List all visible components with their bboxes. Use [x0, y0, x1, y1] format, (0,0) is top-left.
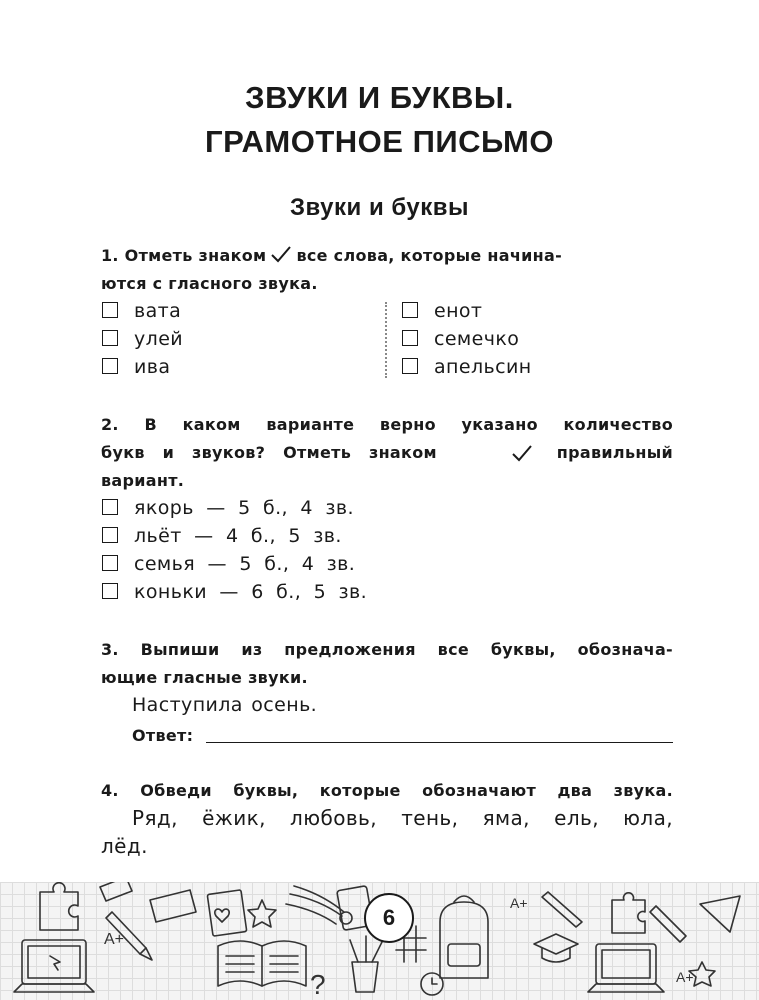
backpack-icon: [440, 896, 488, 978]
checkbox[interactable]: [102, 358, 118, 374]
ruler-icon: [100, 882, 132, 901]
task2-option-2[interactable]: льёт — 4 б., 5 зв.: [102, 522, 342, 550]
task3-prompt-line1: 3. Выпиши из предложения все буквы, обознача-: [101, 640, 673, 659]
page-title-line-1: ЗВУКИ И БУКВЫ.: [245, 80, 514, 115]
pen-icon: [542, 892, 582, 927]
task1-prompt: [101, 242, 673, 270]
task2-prompt-line1: 2. В каком варианте верно указано количество: [101, 415, 673, 434]
checkmark-icon: [511, 444, 533, 462]
checkbox[interactable]: [402, 302, 418, 318]
scroll-icon: [150, 890, 196, 922]
task4-words-line1: Ряд, ёжик, любовь, тень, яма, ель, юла,: [132, 806, 673, 830]
task3-sentence: Наступила осень.: [132, 694, 318, 716]
task4-prompt: 4. Обведи буквы, которые обозначают два звука.: [101, 781, 673, 800]
task2-prompt-line3: вариант.: [101, 471, 185, 490]
checkbox[interactable]: [402, 358, 418, 374]
page-title-line-2: ГРАМОТНОЕ ПИСЬМО: [205, 124, 554, 159]
checkbox[interactable]: [102, 555, 118, 571]
task1-option-enot[interactable]: енот: [402, 297, 482, 325]
star-icon: [248, 900, 276, 927]
checkmark-icon: [270, 245, 292, 263]
open-book-icon: [218, 941, 306, 986]
answer-line[interactable]: [206, 742, 673, 743]
triangle-ruler-icon: [700, 896, 740, 932]
task1-option-apelsin[interactable]: апельсин: [402, 353, 532, 381]
pencil-cup-icon: [350, 936, 382, 992]
checkbox[interactable]: [102, 527, 118, 543]
graduation-cap-icon: [534, 934, 578, 962]
answer-label: Ответ:: [132, 726, 194, 745]
task3-prompt-line2: ющие гласные звуки.: [101, 668, 308, 687]
checkbox[interactable]: [102, 583, 118, 599]
task1-prompt-after: все слова, которые начина-: [296, 246, 563, 265]
task1-option-vata[interactable]: вата: [102, 297, 181, 325]
laptop-icon: [14, 940, 94, 992]
marker-icon: [650, 906, 686, 942]
grade-mark: A+: [104, 931, 125, 948]
task2-prompt-before: букв и звуков? Отметь знаком: [101, 443, 437, 462]
task2-prompt-after: правильный: [556, 443, 673, 462]
task2-option-1[interactable]: якорь — 5 б., 4 зв.: [102, 494, 354, 522]
grade-mark: A+: [510, 895, 528, 911]
checkbox[interactable]: [102, 499, 118, 515]
task1-option-semechko[interactable]: семечко: [402, 325, 519, 353]
puzzle-icon: [612, 893, 645, 933]
task2-prompt-line2: [101, 439, 673, 467]
task2-option-3[interactable]: семья — 5 б., 4 зв.: [102, 550, 355, 578]
task1-option-ulei[interactable]: улей: [102, 325, 183, 353]
notebook-icon: [207, 890, 247, 936]
task1-option-iva[interactable]: ива: [102, 353, 170, 381]
section-title: Звуки и буквы: [289, 194, 469, 221]
grade-mark: A+: [676, 969, 694, 985]
column-divider: [385, 302, 387, 378]
task2-option-4[interactable]: коньки — 6 б., 5 зв.: [102, 578, 367, 606]
task1-prompt-before: 1. Отметь знаком: [101, 246, 267, 265]
question-mark-icon: ?: [310, 969, 326, 1000]
clock-icon: [421, 973, 443, 995]
task1-prompt-line2: ются с гласного звука.: [101, 274, 318, 293]
laptop-icon: [588, 944, 664, 992]
task4-words-line2: лёд.: [101, 834, 148, 858]
checkbox[interactable]: [102, 330, 118, 346]
checkbox[interactable]: [102, 302, 118, 318]
checkbox[interactable]: [402, 330, 418, 346]
puzzle-icon: [40, 883, 78, 930]
page-number: 6: [364, 893, 414, 943]
